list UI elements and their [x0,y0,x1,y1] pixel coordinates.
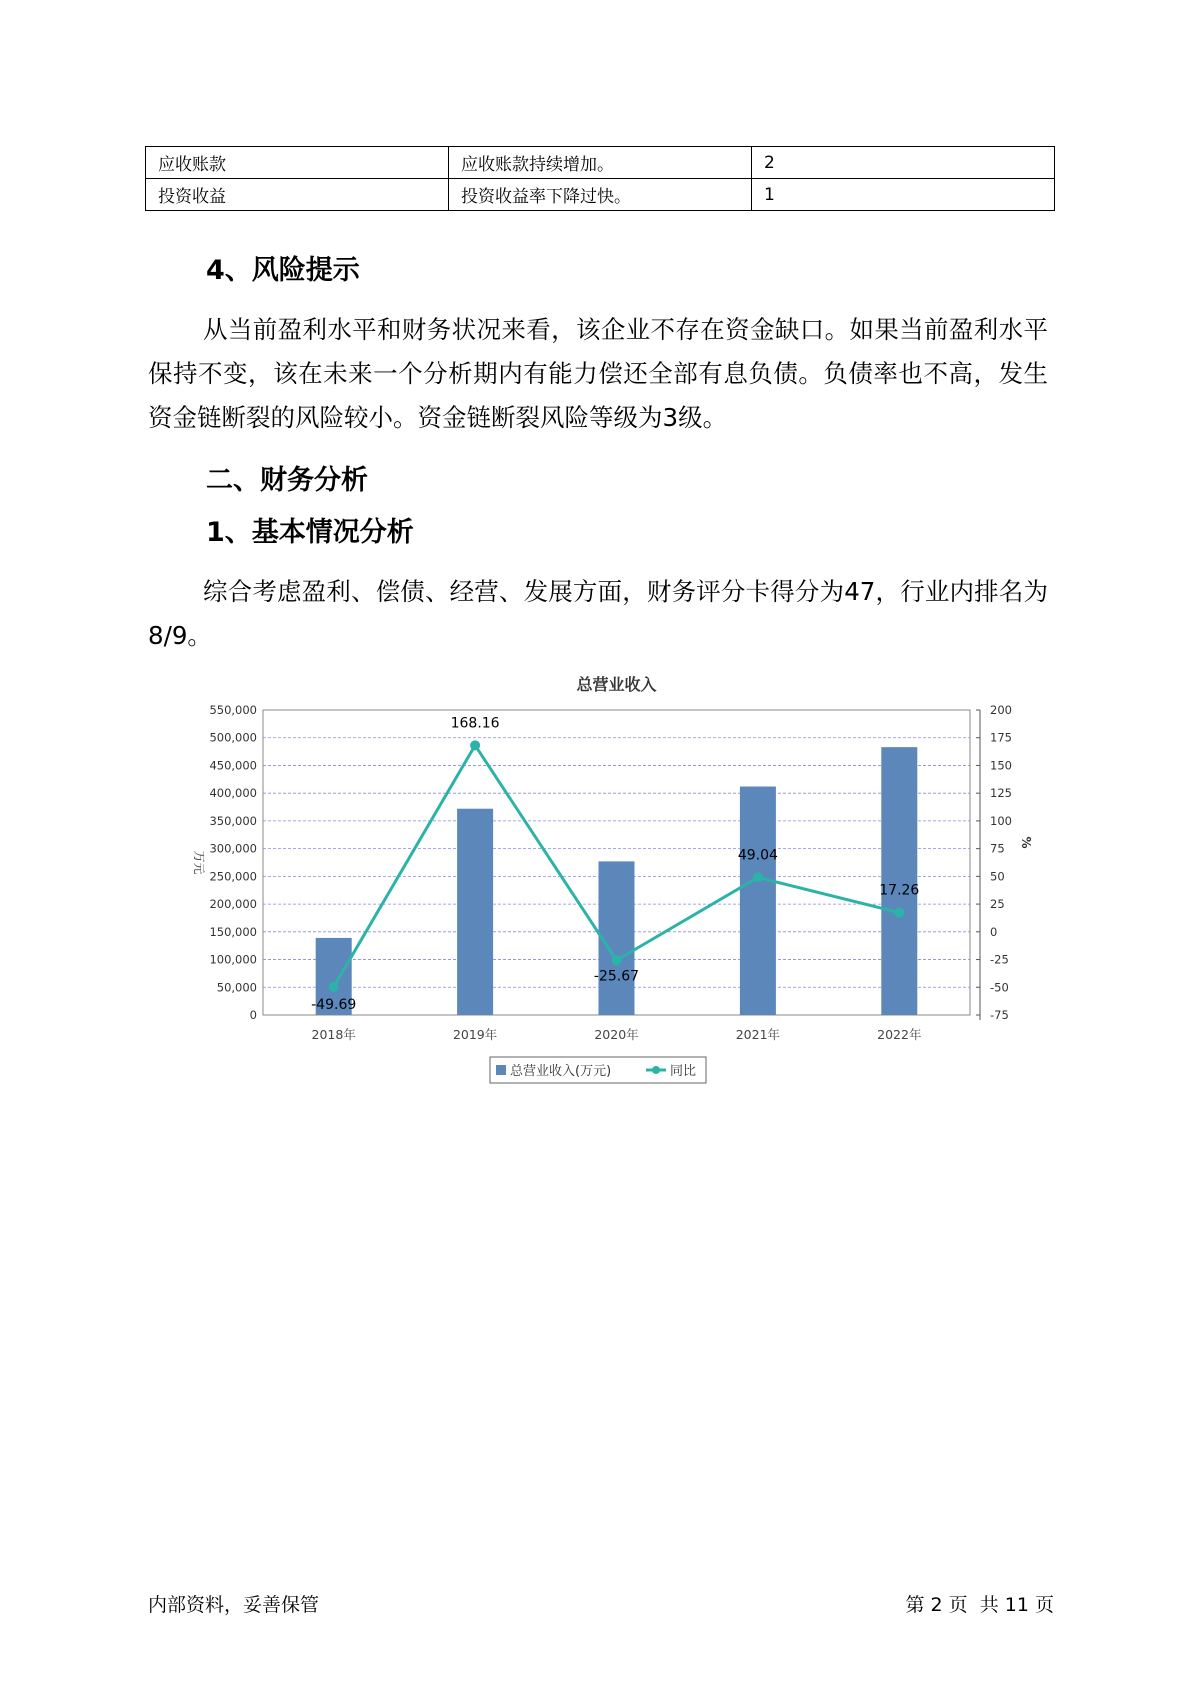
x-tick-label: 2020年 [594,1027,639,1042]
y2-tick-label: -50 [990,980,1009,995]
y2-tick-label: 50 [990,869,1005,884]
legend-line-marker [652,1066,660,1074]
table-row [146,147,1055,179]
basic-analysis-paragraph: 综合考虑盈利、偿债、经营、发展方面，财务评分卡得分为47，行业内排名为8/9。 [148,577,1048,650]
legend-line-label: 同比 [670,1064,697,1079]
risk-table [145,146,1055,211]
table-cell-score: 2 [752,147,1055,179]
x-tick-label: 2021年 [735,1027,781,1042]
y-tick-label: 400,000 [209,786,257,801]
table-cell-item: 应收账款 [146,147,449,179]
y-tick-label: 450,000 [209,758,257,773]
bar [879,747,920,1015]
yoy-point [894,908,904,918]
y2-tick-label: -75 [990,1008,1009,1022]
bar [599,861,635,1015]
footer-page-number: 第 2 页 共 11 页 [905,1594,1054,1616]
table-row [146,179,1055,211]
yoy-data-label: 49.04 [737,847,778,864]
yoy-data-label: -25.67 [593,968,640,985]
y-tick-label: 50,000 [216,980,257,995]
bar [737,787,778,1015]
yoy-point [329,982,339,992]
y2-tick-label: 150 [990,758,1012,773]
y-tick-label: 100,000 [209,952,257,967]
risk-paragraph: 从当前盈利水平和财务状况来看，该企业不存在资金缺口。如果当前盈利水平保持不变，该在未来一个分析期内有能力偿还全部有息负债。负债率也不高，发生资金链断裂的风险较小。资金链断裂风险等级为3级。 [148,315,1048,432]
y-tick-label: 0 [249,1008,257,1022]
legend-bar-swatch [496,1065,506,1075]
x-tick-label: 2018年 [311,1027,356,1042]
y-tick-label: 500,000 [209,730,257,745]
yoy-point [753,872,763,882]
risk-heading: 4、风险提示 [206,255,360,286]
table-cell-desc: 投资收益率下降过快。 [449,179,752,211]
yoy-data-label: -49.69 [311,996,357,1013]
y-axis-label: 万元 [192,850,206,875]
footer-confidential: 内部资料，妥善保管 [148,1594,320,1616]
y2-tick-label: 200 [990,703,1012,717]
y2-tick-label: 0 [990,924,998,939]
y-tick-label: 200,000 [209,897,257,912]
y2-tick-label: 175 [990,730,1012,745]
yoy-point [612,955,622,965]
y2-tick-label: 100 [990,813,1012,828]
table-cell-score: 1 [752,179,1055,211]
yoy-data-label: 17.26 [879,882,920,899]
chart-title: 总营业收入 [576,675,657,694]
y2-tick-label: 25 [990,897,1005,912]
yoy-data-label: 168.16 [450,715,500,732]
y-tick-label: 150,000 [209,924,257,939]
y2-tick-label: 75 [990,841,1005,856]
yoy-point [470,740,480,750]
y-tick-label: 250,000 [209,869,257,884]
basic-analysis-heading: 1、基本情况分析 [206,517,414,548]
table-cell-desc: 应收账款持续增加。 [449,147,752,179]
finance-heading: 二、财务分析 [206,465,368,496]
y-tick-label: 350,000 [209,813,257,828]
x-tick-label: 2022年 [877,1027,922,1042]
revenue-chart [180,675,1033,1150]
y-tick-label: 300,000 [209,841,257,856]
y2-axis-label: % [1019,836,1033,849]
y2-tick-label: -25 [990,952,1009,967]
y-tick-label: 550,000 [209,703,257,717]
x-tick-label: 2019年 [452,1027,498,1042]
table-cell-item: 投资收益 [146,179,449,211]
y2-tick-label: 125 [990,786,1012,801]
bar [457,809,493,1015]
legend-bar-label: 总营业收入(万元) [510,1064,612,1079]
